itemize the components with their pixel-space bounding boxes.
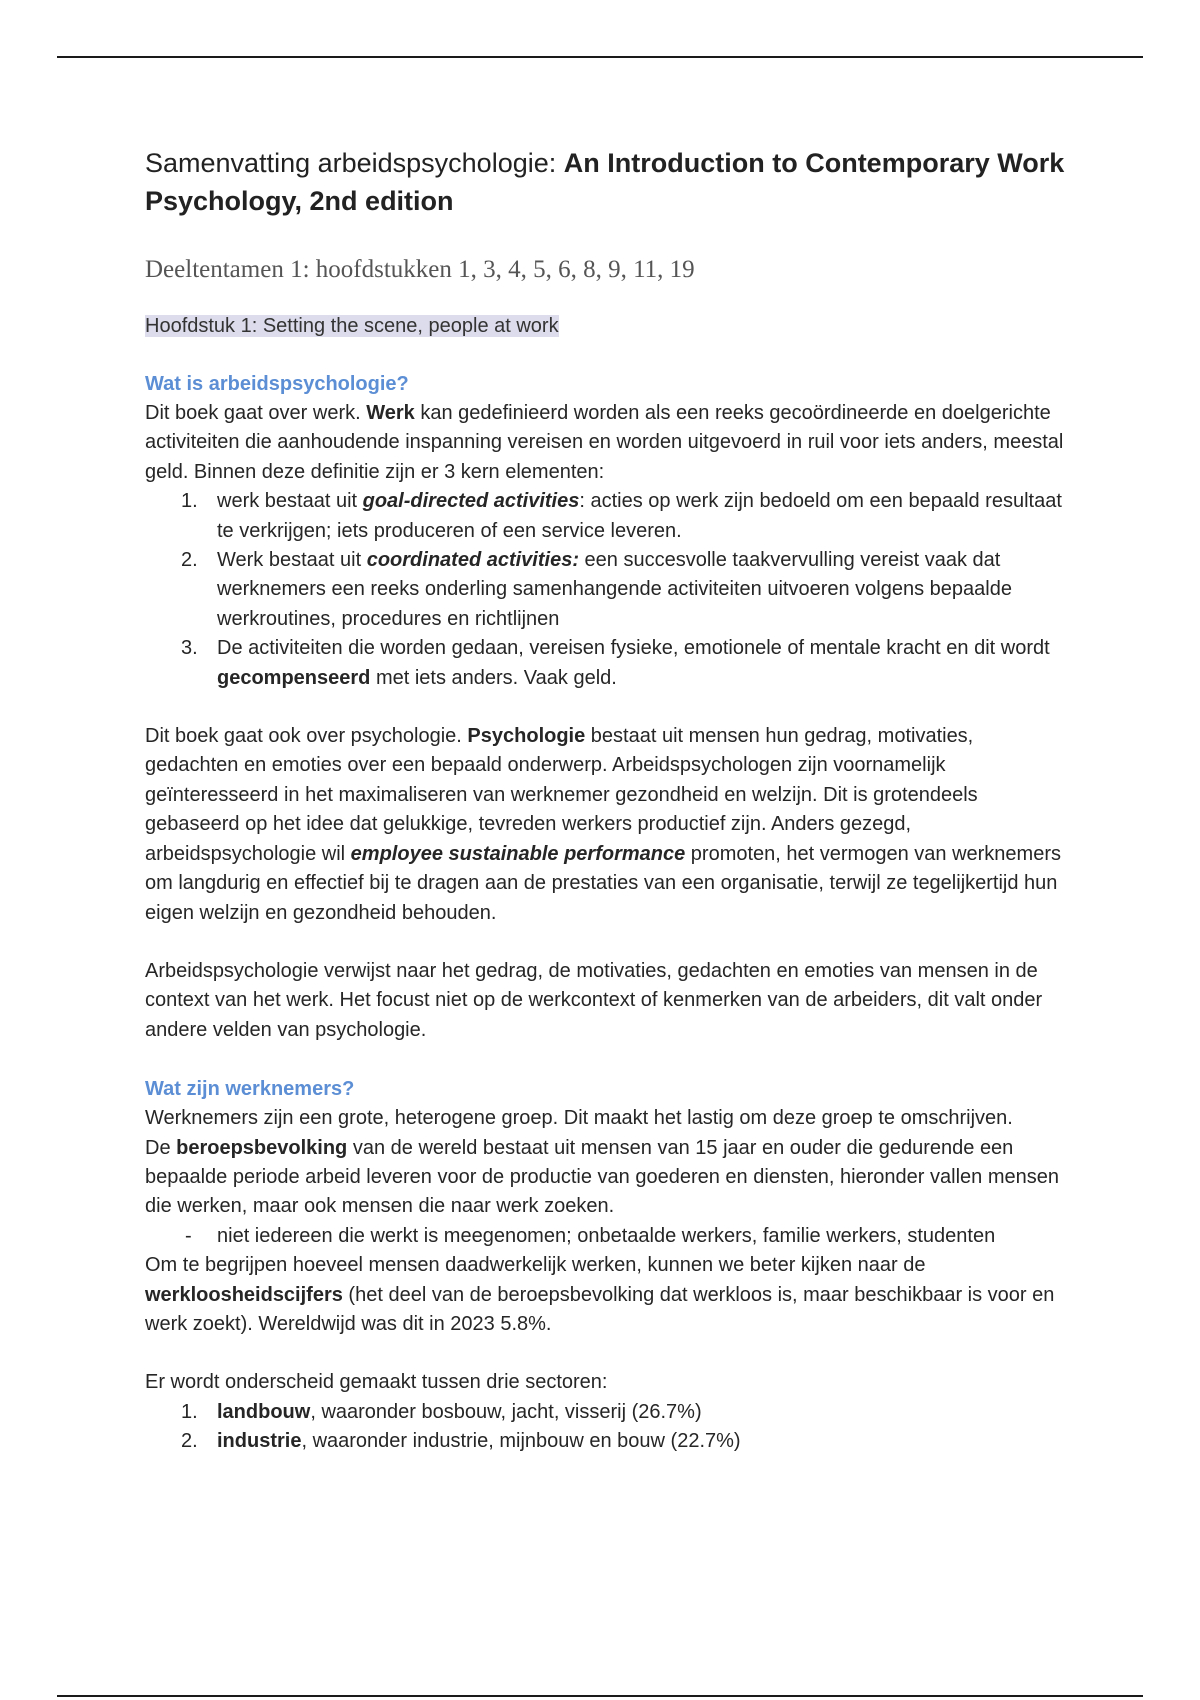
numbered-list-elements xyxy=(145,487,1065,693)
document-page xyxy=(145,144,1065,1457)
paragraph: Er wordt onderscheid gemaakt tussen drie sectoren: xyxy=(145,1371,608,1394)
list-item: 1. werk bestaat uit goal-directed activities: acties op werk zijn bedoeld om een bepaald resultaat te verkrijgen; iets produceren of een service leveren. xyxy=(181,490,1062,542)
title-regular: Samenvatting arbeidspsychologie: xyxy=(145,148,564,178)
section-heading-werknemers: Wat zijn werknemers? xyxy=(145,1078,355,1101)
chapter-heading xyxy=(145,312,1065,340)
document-subtitle: Deeltentamen 1: hoofdstukken 1, 3, 4, 5, 6, 8, 9, 11, 19 xyxy=(145,256,695,283)
list-item: 2. Werk bestaat uit coordinated activities: een succesvolle taakvervulling vereist vaak dat werknemers een reeks onderling samenhangende activiteiten uitvoeren volgens bepaalde werkroutines, procedures en richtlijnen xyxy=(181,549,1012,630)
paragraph: Dit boek gaat ook over psychologie. Psychologie bestaat uit mensen hun gedrag, motivaties, gedachten en emoties over een bepaald onderwerp. Arbeidspsychologen zijn voornamelijk geïnteresseerd in het maximaliseren van werknemer gezondheid en welzijn. Dit is grotendeels gebaseerd op het idee dat gelukkige, tevreden werkers productief zijn. Anders gezegd, arbeidspsychologie wil employee sustainable performance promoten, het vermogen van werknemers om langdurig en effectief bij te dragen aan de prestaties van een organisatie, terwijl ze tegelijkertijd hun eigen welzijn en gezondheid behouden. xyxy=(145,725,1061,924)
numbered-list-sectors xyxy=(145,1398,1065,1457)
page-top-rule xyxy=(57,56,1143,58)
page-bottom-rule xyxy=(57,1695,1143,1697)
paragraph: Arbeidspsychologie verwijst naar het gedrag, de motivaties, gedachten en emoties van mensen in de context van het werk. Het focust niet op de werkcontext of kenmerken van de arbeiders, dit valt onder andere velden van psychologie. xyxy=(145,959,1043,1041)
paragraph: Dit boek gaat over werk. Werk kan gedefinieerd worden als een reeks gecoördineerde en doelgerichte activiteiten die aanhoudende inspanning vereisen en worden uitgevoerd in ruil voor iets anders, meestal geld. Binnen deze definitie zijn er 3 kern elementen: xyxy=(145,402,1064,483)
chapter-heading-text: Hoofdstuk 1: Setting the scene, people at work xyxy=(145,315,559,337)
paragraph: Werknemers zijn een grote, heterogene groep. Dit maakt het lastig om deze groep te omschrijven. xyxy=(145,1107,1013,1130)
list-item: 2. industrie, waaronder industrie, mijnbouw en bouw (22.7%) xyxy=(181,1430,741,1453)
dash-list xyxy=(145,1222,1065,1251)
paragraph: De beroepsbevolking van de wereld bestaat uit mensen van 15 jaar en ouder die gedurende een bepaalde periode arbeid leveren voor de productie van goederen en diensten, hieronder vallen mensen die werken, maar ook mensen die naar werk zoeken. xyxy=(145,1136,1059,1218)
list-item: 1. landbouw, waaronder bosbouw, jacht, visserij (26.7%) xyxy=(181,1400,702,1423)
title-bold: An Introduction to Contemporary Work Psychology, 2nd edition xyxy=(145,148,1065,216)
paragraph: Om te begrijpen hoeveel mensen daadwerkelijk werken, kunnen we beter kijken naar de werkloosheidscijfers (het deel van de beroepsbevolking dat werkloos is, maar beschikbaar is voor en werk zoekt). Wereldwijd was dit in 2023 5.8%. xyxy=(145,1254,1055,1335)
document-title xyxy=(145,144,1065,220)
list-item: - niet iedereen die werkt is meegenomen; onbetaalde werkers, familie werkers, studenten xyxy=(185,1224,996,1247)
list-item: 3. De activiteiten die worden gedaan, vereisen fysieke, emotionele of mentale kracht en dit wordt gecompenseerd met iets anders. Vaak geld. xyxy=(181,637,1050,689)
section-heading-arbeidspsychologie: Wat is arbeidspsychologie? xyxy=(145,373,409,395)
